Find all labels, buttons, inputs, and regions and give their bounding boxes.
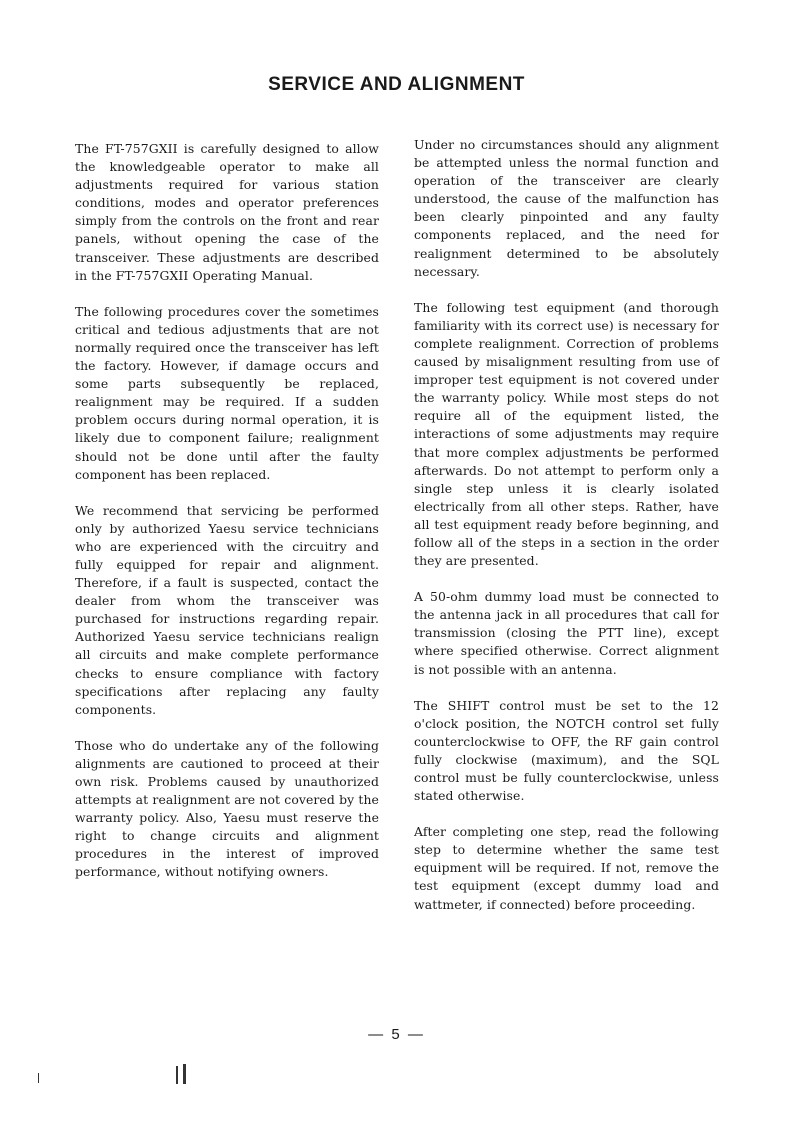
paragraph-test-equipment: The following test equipment (and thorough familiarity with its correct use) is necessary for complete realignment. Correction of problems caused by misalignment resulting from use of improper test equipment is not covered under the warranty policy. While most steps do not require all of the equipment listed, the interactions of some adjustments may require that more complex adjustments be performed afterwards. Do not attempt to perform only a single step unless it is clearly isolated electrically from all other steps. Rather, have all test equipment ready before beginning, and follow all of the steps in a section in the order they are presented.: [414, 299, 719, 569]
page-title: SERVICE AND ALIGNMENT: [268, 74, 525, 95]
paragraph-dummy-load: A 50-ohm dummy load must be connected to the antenna jack in all procedures that call for transmission (closing the PTT line), except where specified otherwise. Correct alignment is not possible with an antenna.: [414, 589, 719, 677]
paragraph-intro: The FT-757GXII is carefully designed to allow the knowledgeable operator to make all adjustments required for various station conditions, modes and operator preferences simply from the controls on the front and rear panels, without opening the case of the transceiver. These adjustments are described in the FT-757GXII Operating Manual.: [75, 141, 379, 283]
scan-mark-bar-2: [183, 1064, 186, 1084]
paragraph-circumstances: Under no circumstances should any alignment be attempted unless the normal function and operation of the transceiver are clearly understood, the cause of the malfunction has been clearly pinpointed and any faulty components replaced, and the need for realignment determined to be absolutely necessary.: [414, 137, 719, 279]
left-column: [75, 140, 379, 900]
paragraph-control-settings: The SHIFT control must be set to the 12 o'clock position, the NOTCH control set fully counterclockwise to OFF, the RF gain control fully clockwise (maximum), and the SQL control must be fully counterclockwise, unless stated otherwise.: [414, 697, 719, 804]
page-number: — 5 —: [368, 1026, 425, 1043]
scan-mark-bar-1: [176, 1066, 178, 1084]
right-column: [414, 136, 719, 932]
paragraph-caution: Those who do undertake any of the following alignments are cautioned to proceed at their own risk. Problems caused by unauthorized attempts at realignment are not covered by the warranty policy. Also, Yaesu must reserve the right to change circuits and alignment procedures in the interest of improved performance, without notifying owners.: [75, 737, 379, 880]
scan-mark-left: [38, 1073, 39, 1083]
paragraph-after-step: After completing one step, read the following step to determine whether the same test equipment will be required. If not, remove the test equipment (except dummy load and wattmeter, if connected) before proceeding.: [414, 824, 719, 912]
paragraph-procedures: The following procedures cover the sometimes critical and tedious adjustments that are not normally required once the transceiver has left the factory. However, if damage occurs and some parts subsequently be replaced, realignment may be required. If a sudden problem occurs during normal operation, it is likely due to component failure; realignment should not be done until after the faulty component has been replaced.: [75, 303, 379, 482]
paragraph-servicing: We recommend that servicing be performed only by authorized Yaesu service technicians who are experienced with the circuitry and fully equipped for repair and alignment. Therefore, if a fault is suspected, contact the dealer from whom the transceiver was purchased for instructions regarding repair. Authorized Yaesu service technicians realign all circuits and make complete performance checks to ensure compliance with factory specifications after replacing any faulty components.: [75, 502, 379, 717]
